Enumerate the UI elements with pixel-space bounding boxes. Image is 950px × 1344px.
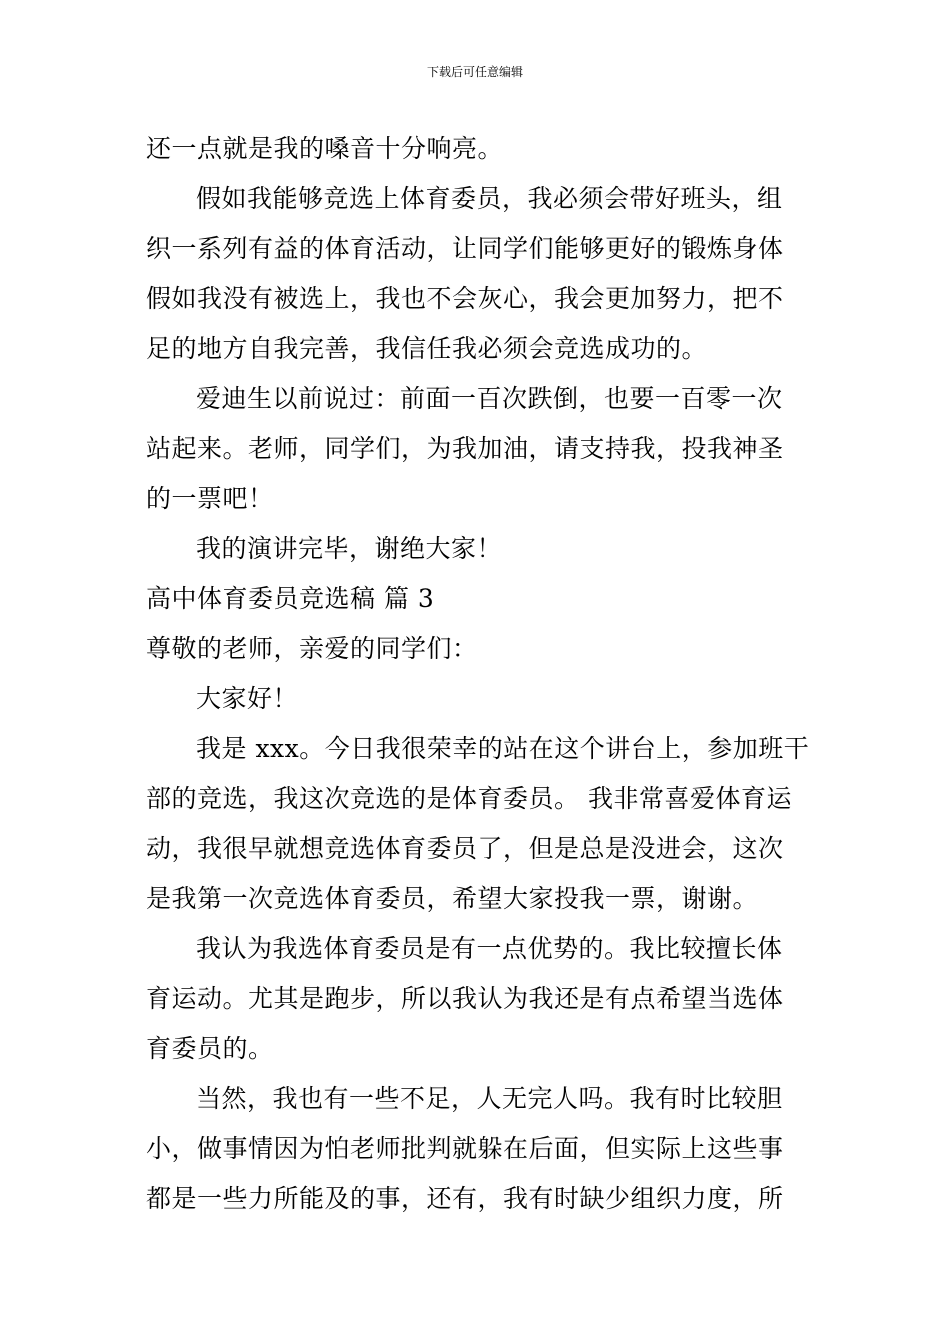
body-line: 的一票吧！ (146, 484, 274, 513)
page-header-note: 下载后可任意编辑 (426, 65, 523, 79)
paragraph-first-line: 我的演讲完毕，谢绝大家！ (196, 534, 503, 563)
salutation: 尊敬的老师，亲爱的同学们： (146, 634, 478, 663)
paragraph-first-line: 我认为我选体育委员是有一点优势的。我比较擅长体 (196, 934, 783, 963)
body-line: 假如我没有被选上，我也不会灰心，我会更加努力，把不 (146, 284, 784, 313)
paragraph-first-line: 爱迪生以前说过：前面一百次跌倒，也要一百零一次 (196, 384, 783, 413)
greeting: 大家好！ (196, 684, 299, 713)
body-line: 动，我很早就想竞选体育委员了，但是总是没进会，这次 (146, 834, 784, 863)
body-line: 部的竞选，我这次竞选的是体育委员。 我非常喜爱体育运 (146, 784, 792, 813)
body-line: 育委员的。 (146, 1034, 274, 1063)
body-line: 小，做事情因为怕老师批判就躲在后面，但实际上这些事 (146, 1134, 784, 1163)
body-line: 还一点就是我的嗓音十分响亮。 (146, 134, 504, 163)
body-line: 站起来。老师，同学们，为我加油，请支持我，投我神圣 (146, 434, 784, 463)
paragraph-first-line: 我是 xxx。今日我很荣幸的站在这个讲台上，参加班干 (196, 734, 810, 763)
body-line: 是我第一次竞选体育委员，希望大家投我一票，谢谢。 (146, 884, 759, 913)
body-line: 织一系列有益的体育活动，让同学们能够更好的锻炼身体 (146, 234, 784, 263)
paragraph-first-line: 当然，我也有一些不足，人无完人吗。我有时比较胆 (196, 1084, 783, 1113)
section-title: 高中体育委员竞选稿 篇 3 (146, 584, 435, 613)
body-line: 足的地方自我完善，我信任我必须会竞选成功的。 (146, 334, 708, 363)
body-line: 都是一些力所能及的事，还有，我有时缺少组织力度，所 (146, 1184, 784, 1213)
paragraph-first-line: 假如我能够竞选上体育委员，我必须会带好班头，组 (196, 184, 783, 213)
body-line: 育运动。尤其是跑步，所以我认为我还是有点希望当选体 (146, 984, 784, 1013)
